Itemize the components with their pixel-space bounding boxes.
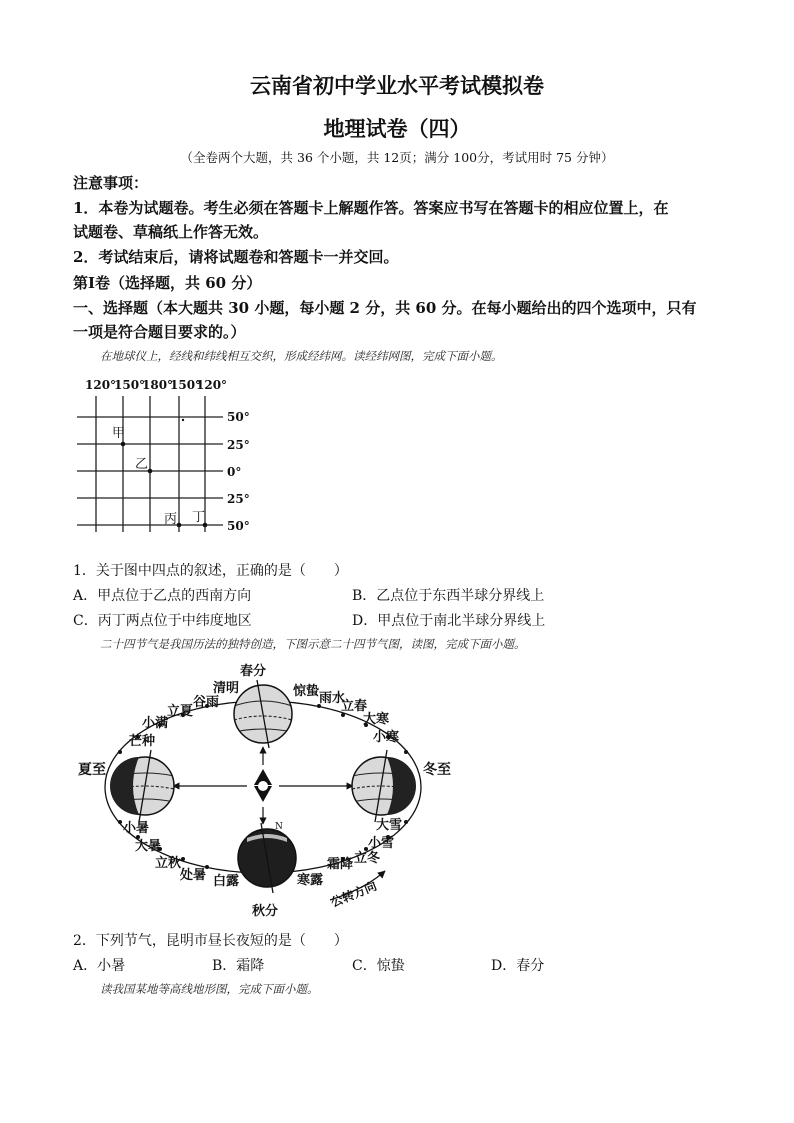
- axis-mark-autumn: N: [275, 822, 283, 832]
- notice-heading: 注意事项：: [73, 174, 149, 192]
- lat-lon-grid-figure: [75, 372, 275, 542]
- term-hanlu: 寒露: [297, 873, 324, 888]
- lon-label-3: 180°: [142, 378, 174, 392]
- exam-subtitle: 地理试卷（四）: [323, 116, 471, 141]
- term-jingzhe: 惊蛰: [293, 684, 320, 699]
- revolution-direction-label: 公转方向: [328, 878, 379, 910]
- term-xiaohan: 小寒: [373, 730, 400, 745]
- term-yushui: 雨水: [319, 691, 346, 706]
- notice-item-1: 1．本卷为试题卷。考生必须在答题卡上解题作答。答案应书写在答题卡的相应位置上，在: [73, 199, 669, 217]
- q1-option-d[interactable]: D．甲点位于南北半球分界线上: [352, 613, 546, 629]
- lat-label-5: 50°: [227, 519, 250, 533]
- section-heading-cont: 一项是符合题目要求的。）: [73, 323, 246, 341]
- q2-option-d[interactable]: D．春分: [491, 958, 545, 974]
- term-xiaoshu: 小暑: [123, 821, 150, 836]
- term-lidong: 立冬: [354, 851, 381, 866]
- term-dashu: 大暑: [135, 839, 162, 854]
- point-yi-marker: [148, 469, 153, 474]
- term-shuangjiang: 霜降: [327, 857, 354, 872]
- section-heading: 一、选择题（本大题共 30 小题，每小题 2 分，共 60 分。在每小题给出的四个选项中，只有: [73, 299, 697, 317]
- q2-option-b[interactable]: B．霜降: [212, 958, 265, 974]
- point-bing-label: 丙: [164, 512, 178, 527]
- sun-icon: [254, 769, 272, 802]
- term-bailu: 白露: [213, 874, 240, 889]
- term-dahan: 大寒: [363, 712, 390, 727]
- earth-summer-solstice: [110, 750, 174, 822]
- solar-terms-orbit-figure: [75, 657, 465, 919]
- earth-autumn-equinox: [238, 822, 296, 893]
- q1-stem: 1．关于图中四点的叙述，正确的是（ ）: [73, 563, 348, 579]
- point-jia-marker: [121, 442, 126, 447]
- term-guyu: 谷雨: [193, 695, 220, 710]
- term-chunfen: 春分: [240, 664, 267, 679]
- lon-label-4: 150°: [170, 378, 202, 392]
- point-yi-label: 乙: [135, 457, 149, 472]
- notice-item-1-cont: 试题卷、草稿纸上作答无效。: [73, 223, 269, 241]
- term-dongzhi: 冬至: [423, 762, 451, 778]
- q1-option-a[interactable]: A．甲点位于乙点的西南方向: [73, 588, 252, 604]
- grid-figure-intro: 在地球仪上，经线和纬线相互交织，形成经纬网。读经纬网图，完成下面小题。: [100, 349, 503, 363]
- next-figure-intro: 读我国某地等高线地形图，完成下面小题。: [100, 982, 319, 996]
- part-title: 第Ⅰ卷（选择题，共 60 分）: [73, 274, 262, 292]
- lat-label-4: 25°: [227, 492, 250, 506]
- notice-item-2: 2．考试结束后，请将试题卷和答题卡一并交回。: [73, 248, 399, 266]
- q2-option-a[interactable]: A．小暑: [73, 958, 126, 974]
- lat-label-3: 0°: [227, 465, 242, 479]
- earth-spring-equinox: [234, 680, 292, 748]
- q1-option-b[interactable]: B．乙点位于东西半球分界线上: [352, 588, 545, 604]
- term-liqiu: 立秋: [155, 856, 182, 871]
- exam-title: 云南省初中学业水平考试模拟卷: [250, 73, 544, 98]
- term-lixia: 立夏: [167, 704, 194, 719]
- q2-stem: 2．下列节气，昆明市昼长夜短的是（ ）: [73, 933, 348, 949]
- point-jia-label: 甲: [112, 426, 126, 441]
- term-mangzhong: 芒种: [129, 734, 156, 749]
- lon-label-5: 120°: [196, 378, 228, 392]
- orbit-figure-intro: 二十四节气是我国历法的独特创造，下图示意二十四节气图，读图，完成下面小题。: [100, 637, 526, 651]
- term-lichun: 立春: [341, 699, 368, 714]
- term-xiaoman: 小满: [142, 716, 169, 731]
- point-bing-marker: [177, 523, 182, 528]
- lon-label-2: 150°: [114, 378, 146, 392]
- point-ding-label: 丁: [192, 510, 206, 525]
- term-qiufen: 秋分: [252, 904, 279, 919]
- term-chushu: 处暑: [180, 868, 207, 883]
- lat-label-1: 50°: [227, 410, 250, 424]
- print-speck: [182, 419, 184, 421]
- term-daxue: 大雪: [376, 818, 403, 833]
- term-xiazhi: 夏至: [78, 762, 106, 778]
- q2-option-c[interactable]: C．惊蛰: [352, 958, 405, 974]
- term-qingming: 清明: [213, 681, 240, 696]
- q1-option-c[interactable]: C．丙丁两点位于中纬度地区: [73, 613, 252, 629]
- earth-winter-solstice: [352, 750, 416, 822]
- lon-label-1: 120°: [85, 378, 117, 392]
- lat-label-2: 25°: [227, 438, 250, 452]
- term-xiaoxue: 小雪: [368, 836, 395, 851]
- exam-info: （全卷两个大题，共 36 个小题，共 12页；满分 100分，考试用时 75 分钟）: [180, 150, 614, 165]
